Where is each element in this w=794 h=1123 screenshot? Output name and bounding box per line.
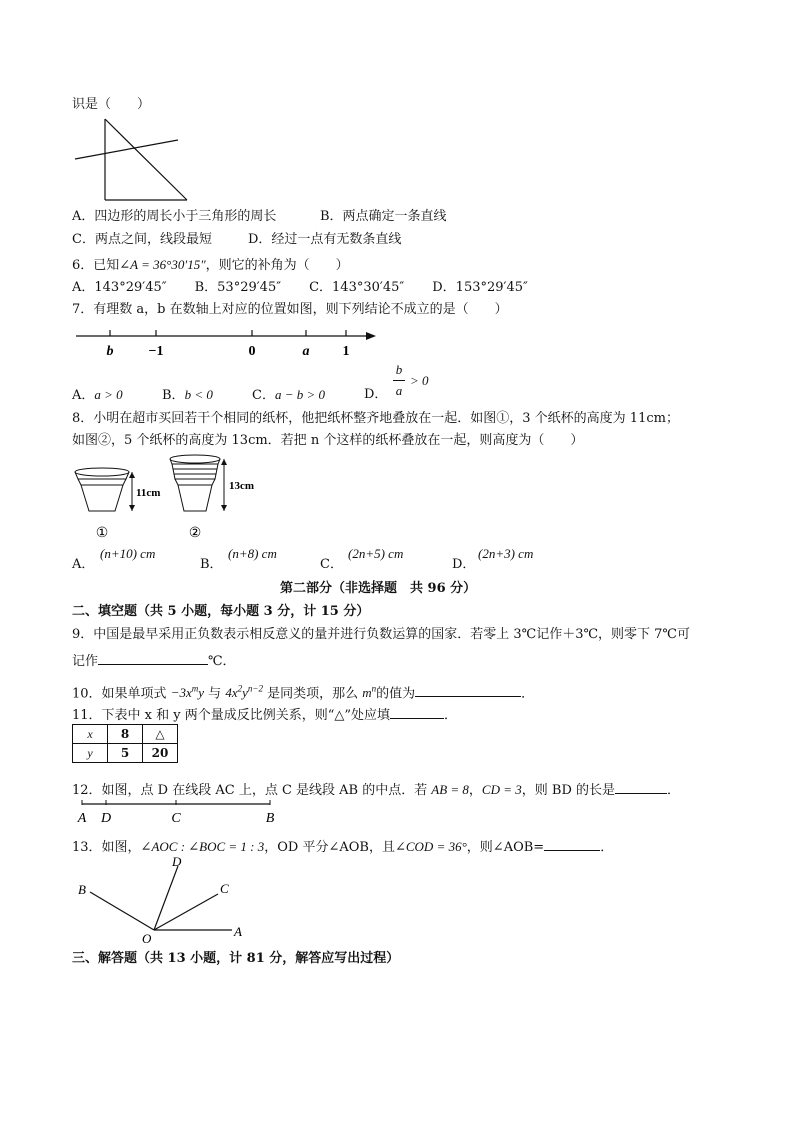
q5-option-b: B．两点确定一条直线 xyxy=(320,209,447,224)
q9-answer-blank[interactable] xyxy=(98,650,208,665)
axis-label-neg1: −1 xyxy=(148,344,164,359)
q13-stem: 13．如图，∠AOC : ∠BOC = 1 : 3，OD 平分∠AOB，且∠COD = 36°，则∠AOB= ． xyxy=(72,836,613,857)
q8-option-a-label: A． xyxy=(72,557,95,572)
q12-point-a: A xyxy=(77,811,87,826)
q5-option-d: D．经过一点有无数条直线 xyxy=(248,232,402,247)
q7-option-d-numerator: b xyxy=(395,362,403,377)
q12-eq1: AB = 8 xyxy=(431,782,469,797)
q6-option-a: A．143°29′45″ xyxy=(72,280,167,295)
q7-number-line xyxy=(72,324,382,360)
q7-option-d-fraction-bar xyxy=(393,380,405,381)
q11-answer-blank[interactable] xyxy=(390,704,444,719)
q10-answer-blank[interactable] xyxy=(415,682,521,697)
q7-option-d-denominator: a xyxy=(395,383,403,398)
table-cell: 5 xyxy=(108,744,143,763)
q8-option-d-expr: (2n+3) cm xyxy=(478,546,534,561)
q13-angle: ∠COD = 36° xyxy=(394,839,467,854)
q12-eq2: CD = 3 xyxy=(481,782,522,797)
q8-option-b-expr: (n+8) cm xyxy=(228,546,277,561)
table-cell: y xyxy=(73,744,108,763)
q13-point-o: O xyxy=(142,931,152,946)
q12-stem: 12．如图，点 D 在线段 AC 上，点 C 是线段 AB 的中点．若 AB = 8，CD = 3，则 BD 的长是 ． xyxy=(72,779,680,800)
q11-table xyxy=(72,724,178,763)
table-row xyxy=(73,725,178,744)
axis-label-a: a xyxy=(302,344,310,359)
q7-option-d-relation: > 0 xyxy=(410,373,429,388)
q12-point-d: D xyxy=(100,811,112,826)
q5-option-c: C．两点之间，线段最短 xyxy=(72,232,212,247)
q5-figure xyxy=(72,114,192,206)
q8-option-a-expr: (n+10) cm xyxy=(100,546,156,561)
q7-option-a: A．a > 0 xyxy=(72,387,123,403)
axis-label-0: 0 xyxy=(248,344,256,359)
q8-fig1-height: 11cm xyxy=(136,487,161,499)
q12-answer-blank[interactable] xyxy=(615,779,667,794)
table-cell: △ xyxy=(143,725,178,744)
q12-point-c: C xyxy=(171,811,181,826)
q13-ratio: ∠AOC : ∠BOC = 1 : 3 xyxy=(140,839,265,854)
q8-fig2-label: ② xyxy=(188,526,202,541)
table-cell: 8 xyxy=(108,725,143,744)
q8-option-d-label: D． xyxy=(452,557,476,572)
q8-fig1-label: ① xyxy=(95,526,109,541)
q10-power: $m^n$ xyxy=(362,684,377,701)
q13-point-d: D xyxy=(172,854,182,869)
q13-answer-blank[interactable] xyxy=(544,836,600,851)
q13-point-c: C xyxy=(220,881,229,896)
q13-point-b: B xyxy=(78,882,86,897)
q8-line1: 8．小明在超市买回若干个相同的纸杯，他把纸杯整齐地叠放在一起．如图①，3 个纸杯的高度为 11cm； xyxy=(72,411,679,426)
axis-label-b: b xyxy=(106,344,114,359)
table-row xyxy=(73,744,178,763)
q6-stem: 6．已知∠A = 36°30′15″，则它的补角为（ ） xyxy=(72,257,349,273)
section3-title: 三、解答题（共 13 小题，计 81 分，解答应写出过程） xyxy=(72,951,400,966)
q8-cups-figure xyxy=(72,452,272,546)
q9-line1: 9．中国是最早采用正负数表示相反意义的量并进行负数运算的国家．若零上 3℃记作＋3℃，则零下 7℃可 xyxy=(72,627,690,642)
q5-stem-tail: 识是（ ） xyxy=(72,97,151,112)
q7-option-b: B．b < 0 xyxy=(162,387,213,403)
q7-option-c: C．a − b > 0 xyxy=(252,387,325,403)
section2-title: 二、填空题（共 5 小题，每小题 3 分，计 15 分） xyxy=(72,604,370,619)
q12-segment-figure xyxy=(72,798,282,826)
q6-option-d: D．153°29′45″ xyxy=(432,280,528,295)
q7-stem: 7．有理数 a，b 在数轴上对应的位置如图，则下列结论不成立的是（ ） xyxy=(72,302,508,317)
q5-option-a: A．四边形的周长小于三角形的周长 xyxy=(72,209,277,224)
q6-option-c: C．143°30′45″ xyxy=(309,280,405,295)
q6-angle: ∠A = 36°30′15″ xyxy=(119,257,206,272)
q11-stem: 11．下表中 x 和 y 两个量成反比例关系，则“△”处应填 ． xyxy=(72,704,457,725)
q13-angle-figure xyxy=(72,852,252,946)
q9-line2: 记作 ℃． xyxy=(72,650,236,671)
q8-option-c-expr: (2n+5) cm xyxy=(348,546,404,561)
q10-stem: 10．如果单项式 $-3x^my$ 与 $4x^2y^{n-2}$ 是同类项，那么 $m^n$的值为 ． xyxy=(72,684,535,702)
q8-option-c-label: C． xyxy=(320,557,343,572)
axis-label-1: 1 xyxy=(342,344,350,359)
q10-term1: $-3x^my$ xyxy=(170,684,205,701)
table-cell: x xyxy=(73,725,108,744)
q6-options xyxy=(72,279,528,297)
part2-title: 第二部分（非选择题 共 96 分） xyxy=(280,581,477,596)
q8-fig2-height: 13cm xyxy=(229,480,255,492)
q12-point-b: B xyxy=(265,811,275,826)
q7-option-d-label: D． xyxy=(364,387,388,402)
q6-option-b: B．53°29′45″ xyxy=(194,280,282,295)
table-cell: 20 xyxy=(143,744,178,763)
q10-term2: $4x^2y^{n-2}$ xyxy=(225,684,263,701)
q8-line2: 如图②，5 个纸杯的高度为 13cm．若把 n 个这样的纸杯叠放在一起，则高度为（ ） xyxy=(72,433,584,448)
q8-option-b-label: B． xyxy=(200,557,223,572)
q13-point-a: A xyxy=(234,924,242,939)
